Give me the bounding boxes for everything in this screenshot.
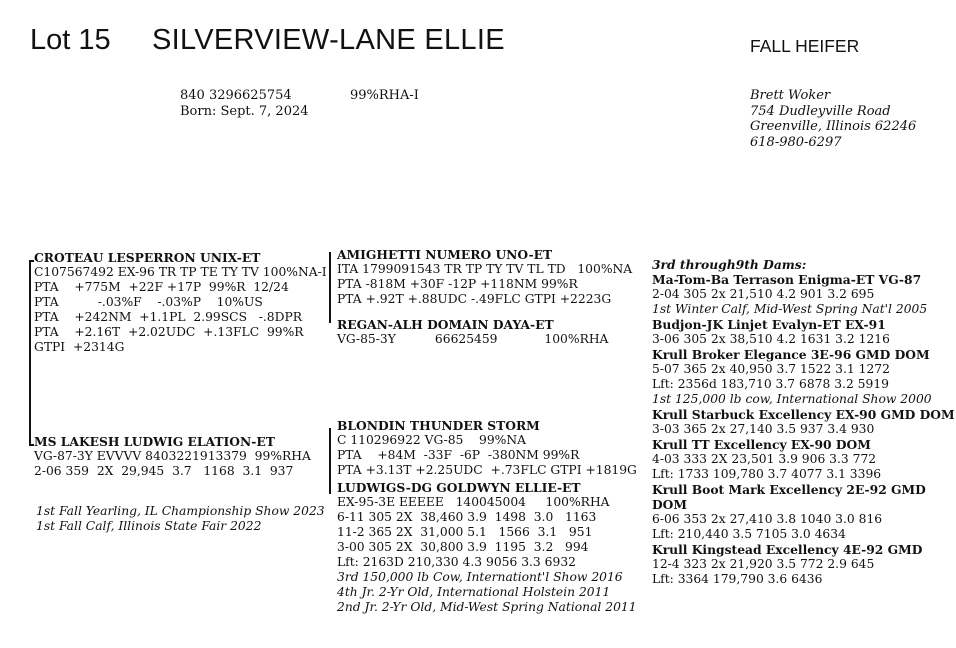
dam-sire-line: C 110296922 VG-85 99%NA	[337, 433, 526, 447]
other-dams-block	[652, 257, 955, 587]
sire-name: CROTEAU LESPERRON UNIX-ET	[34, 250, 261, 265]
ancestor-dam-record: 6-06 353 2x 27,410 3.8 1040 3.0 816	[652, 512, 883, 526]
dam-sire-line: PTA +3.13T +2.25UDC +.73FLC GTPI +1819G	[337, 463, 637, 477]
class-label: FALL HEIFER	[750, 36, 860, 56]
ancestor-dam-name: Krull TT Excellency EX-90 DOM	[652, 437, 871, 452]
owner-phone: 618-980-6297	[750, 134, 842, 150]
sire-line: PTA -.03%F -.03%P 10%US	[34, 295, 263, 309]
ancestor-dam-record: Lft: 1733 109,780 3.7 4077 3.1 3396	[652, 467, 882, 481]
ancestor-dam-record: 3-03 365 2x 27,140 3.5 937 3.4 930	[652, 422, 875, 436]
sire-dam-name: REGAN-ALH DOMAIN DAYA-ET	[337, 317, 554, 332]
dam-dam-award: 2nd Jr. 2-Yr Old, Mid-West Spring National 2011	[337, 600, 637, 614]
owner-name: Brett Woker	[750, 88, 831, 103]
sire-dam-line: VG-85-3Y 66625459 100%RHA	[337, 332, 609, 346]
sire-sire-name: AMIGHETTI NUMERO UNO-ET	[337, 247, 553, 262]
other-dams-list	[652, 272, 955, 587]
sire-dam-block	[337, 317, 608, 347]
ancestor-dam-record: Lft: 3364 179,790 3.6 6436	[652, 572, 823, 586]
ancestor-dam-record: 2-04 305 2x 21,510 4.2 901 3.2 695	[652, 287, 875, 301]
sire-sire-line: PTA +.92T +.88UDC -.49FLC GTPI +2223G	[337, 292, 612, 306]
sire-side-bracket-line	[329, 252, 331, 323]
other-dams-heading: 3rd through9th Dams:	[652, 257, 807, 272]
sire-line: PTA +775M +22F +17P 99%R 12/24	[34, 280, 289, 294]
lot-number: Lot 15	[30, 24, 111, 56]
dam-dam-award: 4th Jr. 2-Yr Old, International Holstein 2011	[337, 585, 611, 599]
dam-dam-award: 3rd 150,000 lb Cow, Internationt'l Show 2016	[337, 570, 623, 584]
dam-award: 1st Fall Yearling, IL Championship Show 2023	[36, 504, 325, 518]
dam-dam-name: LUDWIGS-DG GOLDWYN ELLIE-ET	[337, 480, 581, 495]
sire-dam-bracket-line	[29, 260, 31, 446]
ancestor-dam-record: Lft: 210,440 3.5 7105 3.0 4634	[652, 527, 846, 541]
rha-percent: 99%RHA-I	[350, 88, 419, 103]
dam-line: 2-06 359 2X 29,945 3.7 1168 3.1 937	[34, 464, 294, 478]
dam-dam-line: 11-2 365 2X 31,000 5.1 1566 3.1 951	[337, 525, 593, 539]
ancestor-dam-record: 3-06 305 2x 38,510 4.2 1631 3.2 1216	[652, 332, 890, 346]
dam-dam-line: EX-95-3E EEEEE 140045004 100%RHA	[337, 495, 610, 509]
ancestor-dam-name: Krull Broker Elegance 3E-96 GMD DOM	[652, 347, 930, 362]
dam-sire-line: PTA +84M -33F -6P -380NM 99%R	[337, 448, 580, 462]
owner-block	[750, 88, 916, 150]
dam-awards	[36, 504, 325, 534]
sire-line: C107567492 EX-96 TR TP TE TY TV 100%NA-I	[34, 265, 327, 279]
sire-sire-line: PTA -818M +30F -12P +118NM 99%R	[337, 277, 578, 291]
ancestor-dam-name: Krull Starbuck Excellency EX-90 GMD DOM	[652, 407, 955, 422]
ancestor-dam-record: 4-03 333 2X 23,501 3.9 906 3.3 772	[652, 452, 877, 466]
ancestor-dam-name: Ma-Tom-Ba Terrason Enigma-ET VG-87	[652, 272, 922, 287]
ancestor-dam-record: 12-4 323 2x 21,920 3.5 772 2.9 645	[652, 557, 875, 571]
sire-line: PTA +2.16T +2.02UDC +.13FLC 99%R	[34, 325, 304, 339]
registration-number: 840 3296625754	[180, 88, 292, 103]
ancestor-dam-record: Lft: 2356d 183,710 3.7 6878 3.2 5919	[652, 377, 889, 391]
ancestor-dam-name: Krull Boot Mark Excellency 2E-92 GMD	[652, 482, 926, 497]
dam-side-bracket-line	[329, 428, 331, 494]
sire-line: GTPI +2314G	[34, 340, 125, 354]
ancestor-dam-record: 1st Winter Calf, Mid-West Spring Nat'l 2005	[652, 302, 928, 316]
dam-sire-block	[337, 418, 637, 478]
dam-award: 1st Fall Calf, Illinois State Fair 2022	[36, 519, 262, 533]
birth-date: Born: Sept. 7, 2024	[180, 104, 309, 119]
dam-dam-line: Lft: 2163D 210,330 4.3 9056 3.3 6932	[337, 555, 576, 569]
owner-address: 754 Dudleyville Road	[750, 103, 891, 119]
dam-block	[34, 434, 311, 479]
dam-dam-line: 6-11 305 2X 38,460 3.9 1498 3.0 1163	[337, 510, 597, 524]
sire-block	[34, 250, 327, 355]
animal-name: SILVERVIEW-LANE ELLIE	[152, 24, 505, 56]
dam-name: MS LAKESH LUDWIG ELATION-ET	[34, 434, 275, 449]
ancestor-dam-record: 5-07 365 2x 40,950 3.7 1522 3.1 1272	[652, 362, 890, 376]
ancestor-dam-record: DOM	[652, 497, 687, 512]
dam-line: VG-87-3Y EVVVV 8403221913379 99%RHA	[34, 449, 311, 463]
sire-sire-block	[337, 247, 632, 307]
ancestor-dam-name: Budjon-JK Linjet Evalyn-ET EX-91	[652, 317, 886, 332]
sire-line: PTA +242NM +1.1PL 2.99SCS -.8DPR	[34, 310, 303, 324]
sire-sire-line: ITA 1799091543 TR TP TY TV TL TD 100%NA	[337, 262, 633, 276]
ancestor-dam-record: 1st 125,000 lb cow, International Show 2000	[652, 392, 932, 406]
ancestor-dam-name: Krull Kingstead Excellency 4E-92 GMD	[652, 542, 923, 557]
dam-sire-name: BLONDIN THUNDER STORM	[337, 418, 540, 433]
dam-dam-block	[337, 480, 637, 615]
owner-city: Greenville, Illinois 62246	[750, 119, 917, 134]
dam-dam-line: 3-00 305 2X 30,800 3.9 1195 3.2 994	[337, 540, 589, 554]
